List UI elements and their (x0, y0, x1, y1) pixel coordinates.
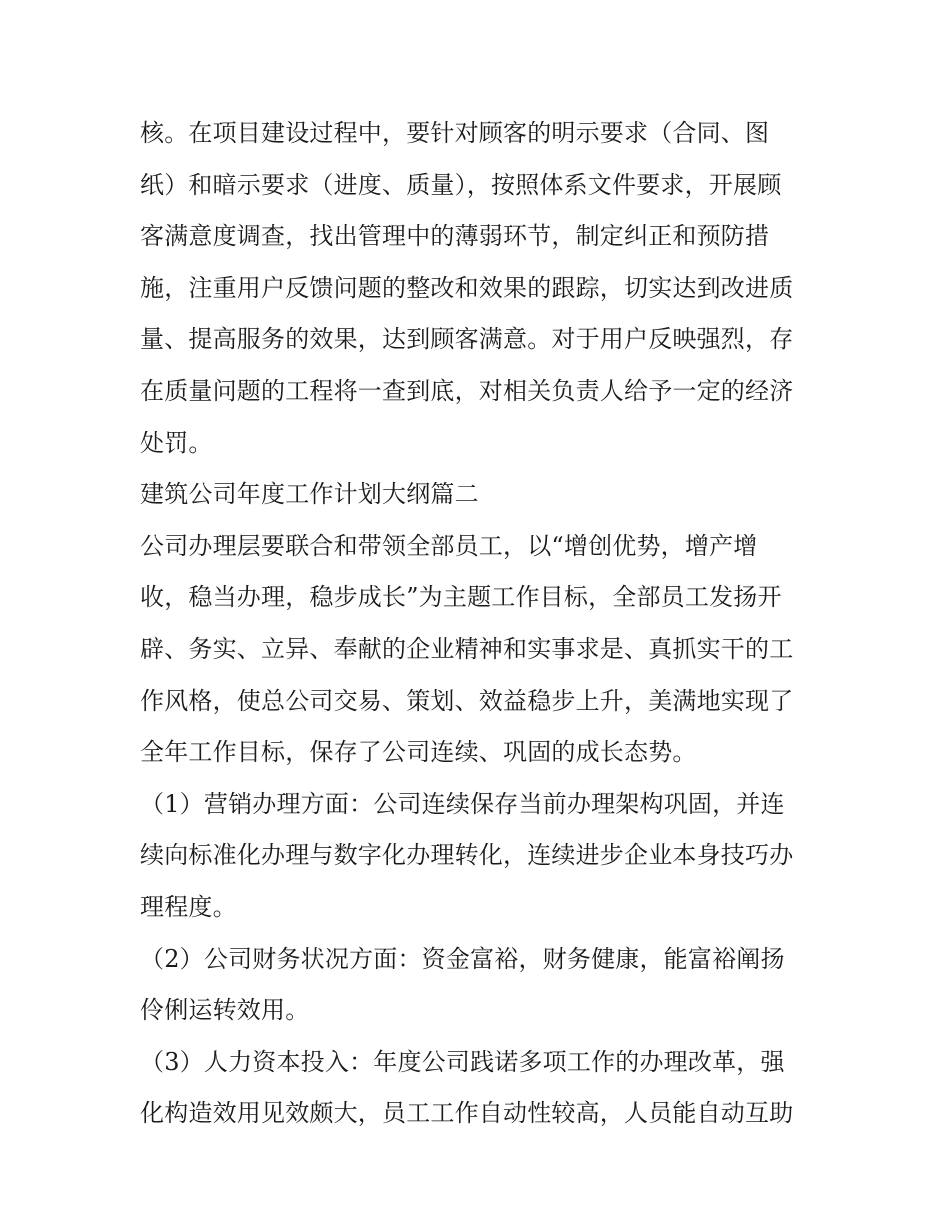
paragraph-line: 量、提高服务的效果，达到顾客满意。对于用户反映强烈，存 (140, 325, 794, 354)
paragraph-line: 纸）和暗示要求（进度、质量），按照体系文件要求，开展顾 (140, 170, 782, 199)
paragraph-line: 辟、务实、立异、奉献的企业精神和实事求是、真抓实干的工 (140, 634, 794, 663)
paragraph-line: 公司办理层要联合和带领全部员工，以“增创优势，增产增 (140, 531, 758, 560)
paragraph-line: 作风格，使总公司交易、策划、效益稳步上升，美满地实现了 (140, 686, 794, 715)
list-item-line: 续向标准化办理与数字化办理转化，连续进步企业本身技巧办 (140, 841, 794, 870)
paragraph-line: 核。在项目建设过程中，要针对顾客的明示要求（合同、图 (140, 119, 770, 147)
paragraph-line: 全年工作目标，保存了公司连续、巩固的成长态势。 (140, 738, 697, 767)
paragraph-line: 施，注重用户反馈问题的整改和效果的跟踪，切实达到改进质 (140, 273, 794, 302)
paragraph-line: 在质量问题的工程将一查到底，对相关负责人给予一定的经济 (140, 376, 794, 405)
section-heading: 建筑公司年度工作计划大纲篇二 (140, 480, 479, 509)
list-item-line: （3）人力资本投入：年度公司践诺多项工作的办理改革，强 (140, 1047, 785, 1076)
paragraph-line: 收，稳当办理，稳步成长”为主题工作目标，全部员工发扬开 (140, 583, 782, 612)
paragraph-line: 处罚。 (140, 428, 213, 457)
paragraph-line: 客满意度调查，找出管理中的薄弱环节，制定纠正和预防措 (140, 222, 770, 251)
list-item-line: （1）营销办理方面：公司连续保存当前办理架构巩固，并连 (140, 789, 785, 818)
list-item-line: 理程度。 (140, 892, 237, 921)
list-item-line: （2）公司财务状况方面：资金富裕，财务健康，能富裕阐扬 (140, 944, 785, 973)
list-item-line: 伶俐运转效用。 (140, 996, 310, 1025)
list-item-line: 化构造效用见效颇大，员工工作自动性较高，人员能自动互助 (140, 1099, 794, 1128)
document-body (140, 108, 820, 1140)
